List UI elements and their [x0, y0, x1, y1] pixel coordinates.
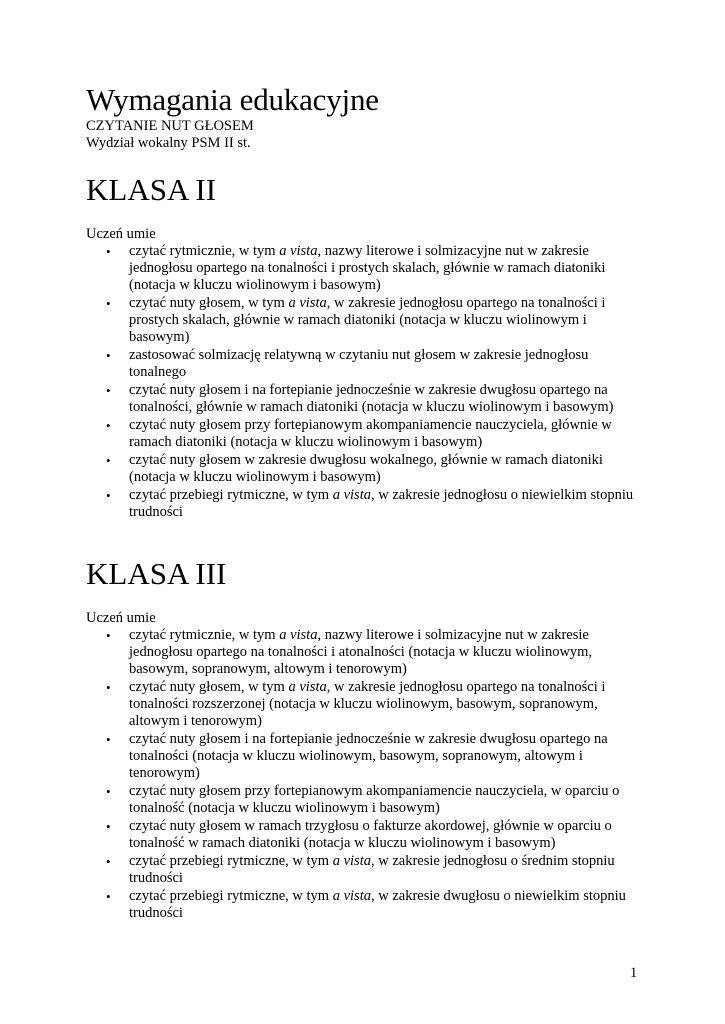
list-item [86, 818, 646, 852]
bullet-icon: • [106, 244, 111, 259]
bullet-icon: • [106, 732, 111, 747]
document-page [86, 82, 646, 923]
list-item [86, 487, 646, 521]
section-heading-klasa-2: KLASA II [86, 172, 217, 207]
item-text: czytać nuty głosem i na fortepianie jednocześnie w zakresie dwugłosu opartego na tonalności, głównie w ramach diatoniki (notacja w kluczu wiolinowym i basowym) [129, 382, 614, 415]
item-text: czytać nuty głosem i na fortepianie jednocześnie w zakresie dwugłosu opartego na tonalności (notacja w kluczu wiolinowym, basowym, sopranowym, altowym i tenorowym) [129, 731, 608, 781]
italic-text: a vista [288, 679, 327, 695]
item-text: , w zakresie jednogłosu opartego na tonalności i prostych skalach, głównie w ramach diatoniki (notacja w kluczu wiolinowym i basowym) [129, 295, 606, 345]
list-item [86, 853, 646, 887]
bullet-icon: • [106, 453, 111, 468]
item-text: czytać przebiegi rytmiczne, w tym [129, 888, 333, 904]
item-text: czytać nuty głosem, w tym [129, 295, 289, 311]
bullet-icon: • [106, 348, 111, 363]
item-text: czytać nuty głosem przy fortepianowym akompaniamencie nauczyciela, w oparciu o tonalność (notacja w kluczu wiolinowym i basowym) [129, 783, 620, 816]
italic-text: a vista [332, 853, 371, 869]
section-intro: Uczeń umie [86, 226, 156, 242]
list-item [86, 627, 646, 678]
italic-text: a vista [288, 295, 327, 311]
requirements-list [86, 243, 646, 521]
item-text: czytać nuty głosem w ramach trzygłosu o fakturze akordowej, głównie w oparciu o tonalność w ramach diatoniki (notacja w kluczu wiolinowym i basowym) [129, 818, 612, 851]
item-text: czytać rytmicznie, w tym [129, 243, 280, 259]
bullet-icon: • [106, 383, 111, 398]
list-item [86, 731, 646, 782]
section-intro: Uczeń umie [86, 610, 156, 626]
bullet-icon: • [106, 784, 111, 799]
list-item [86, 243, 646, 294]
list-item [86, 783, 646, 817]
bullet-icon: • [106, 854, 111, 869]
item-text: zastosować solmizację relatywną w czytaniu nut głosem w zakresie jednogłosu tonalnego [129, 347, 589, 380]
list-item [86, 888, 646, 922]
list-item [86, 452, 646, 486]
item-text: , w zakresie jednogłosu o niewielkim stopniu trudności [129, 487, 634, 520]
document-title: Wymagania edukacyjne [86, 82, 379, 117]
bullet-icon: • [106, 296, 111, 311]
bullet-icon: • [106, 889, 111, 904]
item-text: , w zakresie dwugłosu o niewielkim stopniu trudności [129, 888, 626, 921]
list-item [86, 679, 646, 730]
page-number: 1 [630, 965, 638, 981]
bullet-icon: • [106, 488, 111, 503]
requirements-list [86, 627, 646, 922]
bullet-icon: • [106, 680, 111, 695]
list-item [86, 347, 646, 381]
item-text: czytać rytmicznie, w tym [129, 627, 280, 643]
list-item [86, 382, 646, 416]
italic-text: a vista [279, 243, 318, 259]
item-text: , nazwy literowe i solmizacyjne nut w zakresie jednogłosu opartego na tonalności i atonalności (notacja w kluczu wiolinowym, basowym, sopranowym, altowym i tenorowym) [129, 627, 593, 677]
item-text: , w zakresie jednogłosu o średnim stopniu trudności [129, 853, 615, 886]
item-text: czytać nuty głosem w zakresie dwugłosu wokalnego, głównie w ramach diatoniki (notacja w kluczu wiolinowym i basowym) [129, 452, 603, 485]
item-text: , w zakresie jednogłosu opartego na tonalności i tonalności rozszerzonej (notacja w kluczu wiolinowym, basowym, sopranowym, altowym i tenorowym) [129, 679, 606, 729]
list-item [86, 295, 646, 346]
item-text: , nazwy literowe i solmizacyjne nut w zakresie jednogłosu opartego na tonalności i prostych skalach, głównie w ramach diatoniki (notacja w kluczu wiolinowym i basowym) [129, 243, 606, 293]
item-text: czytać przebiegi rytmiczne, w tym [129, 487, 333, 503]
section-heading-klasa-3: KLASA III [86, 556, 227, 591]
italic-text: a vista [279, 627, 318, 643]
italic-text: a vista [332, 487, 371, 503]
italic-text: a vista [332, 888, 371, 904]
department-line: Wydział wokalny PSM II st. [86, 135, 251, 151]
bullet-icon: • [106, 628, 111, 643]
item-text: czytać nuty głosem przy fortepianowym akompaniamencie nauczyciela, głównie w ramach diatoniki (notacja w kluczu wiolinowym i basowym) [129, 417, 612, 450]
bullet-icon: • [106, 418, 111, 433]
subject-line: CZYTANIE NUT GŁOSEM [86, 118, 254, 134]
item-text: czytać nuty głosem, w tym [129, 679, 289, 695]
bullet-icon: • [106, 819, 111, 834]
item-text: czytać przebiegi rytmiczne, w tym [129, 853, 333, 869]
list-item [86, 417, 646, 451]
